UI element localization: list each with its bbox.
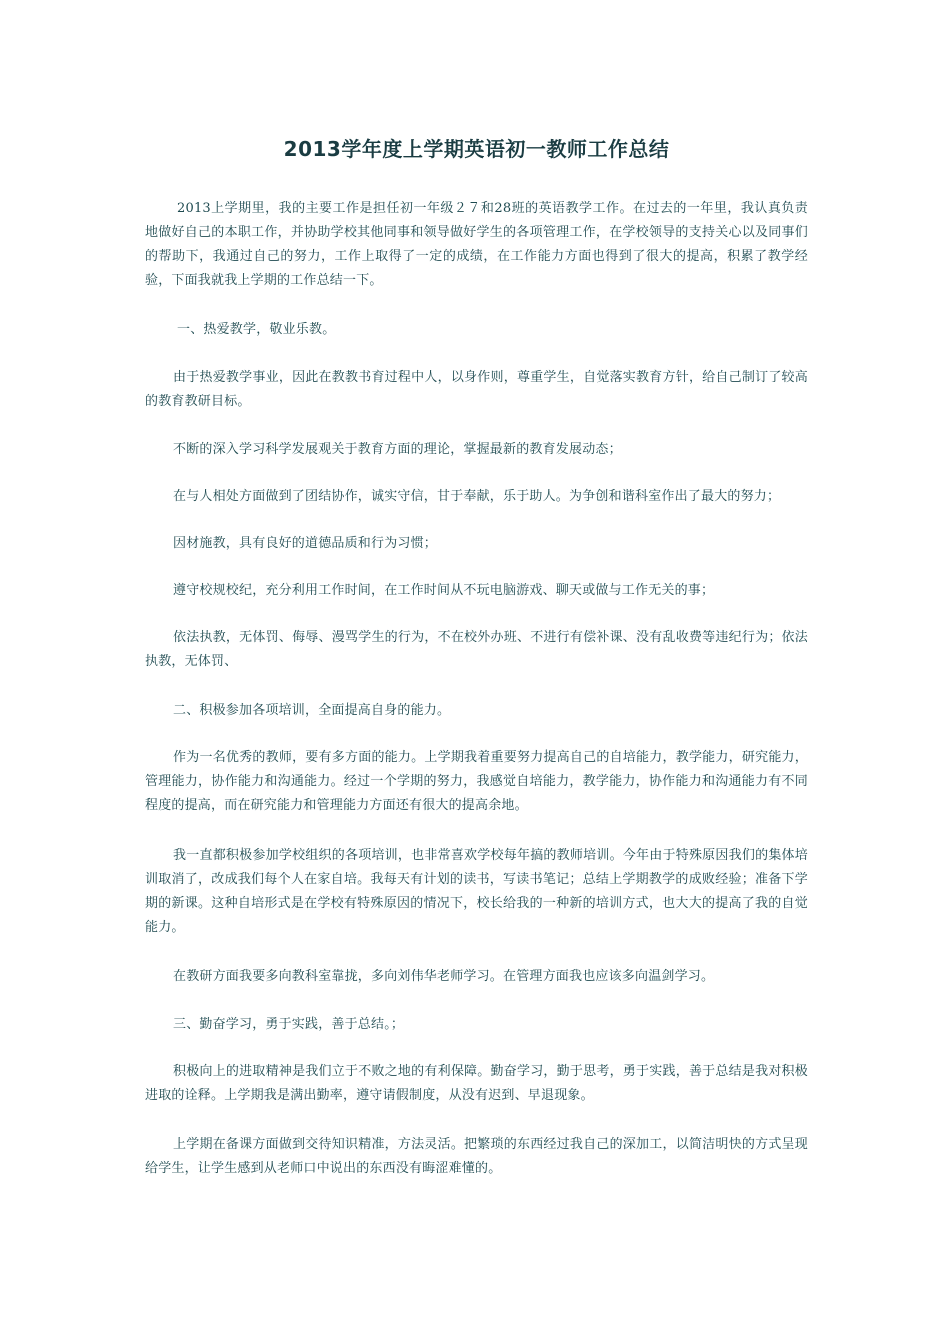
paragraph: 在与人相处方面做到了团结协作，诚实守信，甘于奉献，乐于助人。为争创和谐科室作出了最大的努力； <box>173 489 781 504</box>
paragraph: 上学期在备课方面做到交待知识精准，方法灵活。把繁琐的东西经过我自己的深加工，以简洁明快的方式呈现给学生，让学生感到从老师口中说出的东西没有晦涩难懂的。 <box>145 1137 808 1176</box>
paragraph-intro: 2013上学期里，我的主要工作是担任初一年级２７和28班的英语教学工作。在过去的一年里，我认真负责地做好自己的本职工作，并协助学校其他同事和领导做好学生的各项管理工作，在学校领导的支持关心以及同事们的帮助下，我通过自己的努力，工作上取得了一定的成绩，在工作能力方面也得到了很大的提高，积累了教学经验，下面我就我上学期的工作总结一下。 <box>145 201 808 288</box>
paragraph: 因材施教，具有良好的道德品质和行为习惯； <box>173 536 438 551</box>
section-heading-3: 三、勤奋学习，勇于实践，善于总结。； <box>173 1017 405 1032</box>
document-title: 2013学年度上学期英语初一教师工作总结 <box>283 137 670 161</box>
paragraph: 依法执教，无体罚、侮辱、漫骂学生的行为，不在校外办班、不进行有偿补课、没有乱收费等违纪行为；依法执教，无体罚、 <box>145 630 808 669</box>
paragraph: 遵守校规校纪，充分利用工作时间，在工作时间从不玩电脑游戏、聊天或做与工作无关的事； <box>173 583 715 598</box>
section-heading-2: 二、积极参加各项培训，全面提高自身的能力。 <box>173 703 451 718</box>
section-heading-1: 一、热爱教学，敬业乐教。 <box>177 322 336 337</box>
paragraph: 作为一名优秀的教师，要有多方面的能力。上学期我着重要努力提高自己的自培能力，教学能力，研究能力，管理能力，协作能力和沟通能力。经过一个学期的努力，我感觉自培能力，教学能力，协作能力和沟通能力有不同程度的提高，而在研究能力和管理能力方面还有很大的提高余地。 <box>145 750 808 813</box>
paragraph: 我一直都积极参加学校组织的各项培训，也非常喜欢学校每年搞的教师培训。今年由于特殊原因我们的集体培训取消了，改成我们每个人在家自培。我每天有计划的读书，写读书笔记；总结上学期教学的成败经验；准备下学期的新课。这种自培形式是在学校有特殊原因的情况下，校长给我的一种新的培训方式，也大大的提高了我的自觉能力。 <box>145 848 808 935</box>
paragraph: 不断的深入学习科学发展观关于教育方面的理论，掌握最新的教育发展动态； <box>173 442 622 457</box>
paragraph: 由于热爱教学事业，因此在教教书育过程中人，以身作则，尊重学生，自觉落实教育方针，给自己制订了较高的教育教研目标。 <box>145 370 808 409</box>
paragraph: 在教研方面我要多向教科室靠拢，多向刘伟华老师学习。在管理方面我也应该多向温剑学习。 <box>173 969 715 984</box>
paragraph: 积极向上的进取精神是我们立于不败之地的有利保障。勤奋学习，勤于思考，勇于实践，善于总结是我对积极进取的诠释。上学期我是满出勤率，遵守请假制度，从没有迟到、早退现象。 <box>145 1064 808 1103</box>
